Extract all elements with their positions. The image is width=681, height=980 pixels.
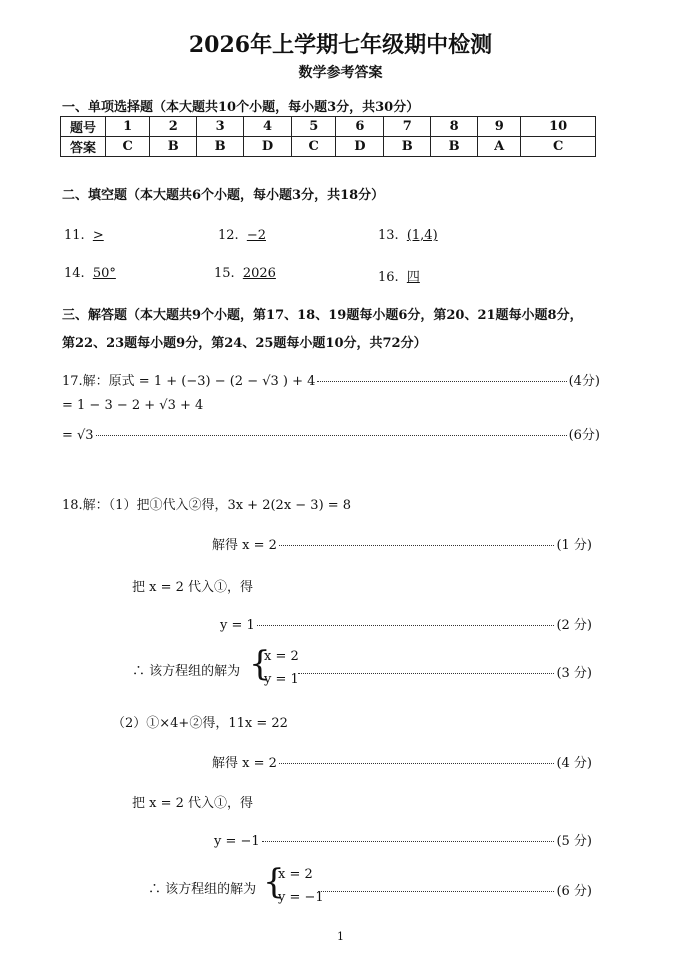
table-cell: D bbox=[336, 137, 384, 157]
leader-dots bbox=[317, 381, 566, 382]
page-subtitle: 数学参考答案 bbox=[298, 65, 383, 81]
table-cell: 5 bbox=[292, 117, 336, 137]
section3-heading-line2: 第22、23题每小题9分，第24、25题每小题10分，共72分） bbox=[62, 336, 427, 351]
q18-part1-intro: 18.解：（1）把①代入②得，3x + 2(2x − 3) = 8 bbox=[62, 498, 352, 513]
table-cell: C bbox=[292, 137, 336, 157]
table-cell: 2 bbox=[150, 117, 197, 137]
section3-heading-line1: 三、解答题（本大题共9个小题，第17、18、19题每小题6分，第20、21题每小题8分， bbox=[62, 308, 583, 323]
q18-part2-sub: 把 x = 2 代入①，得 bbox=[132, 796, 254, 811]
table-cell: 题号 bbox=[61, 117, 106, 137]
system-eq-x: x = 2 bbox=[278, 867, 313, 882]
section2-heading: 二、填空题（本大题共6个小题，每小题3分，共18分） bbox=[62, 188, 385, 203]
fill-item-13 bbox=[378, 228, 442, 243]
q18-part1-conclusion: ∴ 该方程组的解为 bbox=[132, 664, 241, 679]
fill-number: 11. bbox=[64, 228, 85, 243]
fill-item-16 bbox=[378, 266, 424, 285]
table-cell: 10 bbox=[521, 117, 596, 137]
table-cell: D bbox=[244, 137, 292, 157]
section1-heading: 一、单项选择题（本大题共10个小题，每小题3分，共30分） bbox=[62, 100, 420, 115]
score-label: (6 分) bbox=[556, 884, 592, 899]
table-cell: C bbox=[521, 137, 596, 157]
table-cell: C bbox=[106, 137, 150, 157]
leader-dots bbox=[279, 763, 555, 764]
table-cell: 7 bbox=[384, 117, 431, 137]
score-label: (2 分) bbox=[556, 618, 592, 633]
q18-part2-conclusion: ∴ 该方程组的解为 bbox=[148, 882, 257, 897]
step-text: y = −1 bbox=[214, 834, 260, 849]
table-cell: 9 bbox=[478, 117, 521, 137]
leader-dots bbox=[318, 891, 554, 892]
table-cell: B bbox=[197, 137, 244, 157]
score-label: (4 分) bbox=[556, 756, 592, 771]
q18-part2-y bbox=[214, 830, 592, 849]
fill-answer: (1,4) bbox=[406, 228, 438, 243]
q18-part1-solve bbox=[212, 534, 592, 553]
q17-result: = √3 bbox=[62, 428, 94, 443]
q17-expression: 17.解：原式 = 1 + (−3) − (2 − √3 ) + 4 bbox=[62, 374, 316, 389]
fill-number: 13. bbox=[378, 228, 399, 243]
step-text: 解得 x = 2 bbox=[212, 756, 277, 771]
fill-number: 15. bbox=[214, 266, 235, 281]
leader-dots bbox=[96, 435, 567, 436]
table-cell: 8 bbox=[431, 117, 478, 137]
table-cell: 答案 bbox=[61, 137, 106, 157]
fill-number: 12. bbox=[218, 228, 239, 243]
table-row bbox=[61, 137, 596, 157]
score-label: (5 分) bbox=[556, 834, 592, 849]
table-cell: B bbox=[150, 137, 197, 157]
page-number: 1 bbox=[337, 930, 344, 943]
fill-answer: −2 bbox=[246, 228, 266, 243]
q17-line3 bbox=[62, 424, 600, 443]
fill-answer: 2026 bbox=[242, 266, 276, 281]
q18-part1-sub: 把 x = 2 代入①，得 bbox=[132, 580, 254, 595]
q18-part2-intro: （2）①×4+②得，11x = 22 bbox=[112, 716, 288, 731]
fill-answer: 50° bbox=[92, 266, 116, 281]
step-text: 解得 x = 2 bbox=[212, 538, 277, 553]
system-eq-x: x = 2 bbox=[264, 649, 299, 664]
table-cell: 4 bbox=[244, 117, 292, 137]
fill-item-11 bbox=[64, 228, 108, 243]
system-eq-y: y = −1 bbox=[278, 890, 324, 905]
leader-dots bbox=[262, 841, 555, 842]
fill-number: 14. bbox=[64, 266, 85, 281]
score-label: (3 分) bbox=[556, 666, 592, 681]
fill-number: 16. bbox=[378, 270, 399, 285]
q18-part1-score3-line bbox=[296, 662, 592, 681]
table-row bbox=[61, 117, 596, 137]
table-cell: B bbox=[431, 137, 478, 157]
leader-dots bbox=[257, 625, 555, 626]
fill-answer: > bbox=[92, 228, 104, 243]
table-cell: 6 bbox=[336, 117, 384, 137]
fill-answer: 四 bbox=[406, 270, 420, 285]
step-text: y = 1 bbox=[220, 618, 255, 633]
leader-dots bbox=[279, 545, 555, 546]
score-label: (4分) bbox=[568, 374, 600, 389]
answer-table bbox=[60, 116, 596, 157]
table-cell: 3 bbox=[197, 117, 244, 137]
fill-item-12 bbox=[218, 228, 270, 243]
q17-line1 bbox=[62, 370, 600, 389]
score-label: (6分) bbox=[568, 428, 600, 443]
system-brace: { bbox=[249, 644, 271, 684]
q17-line2: = 1 − 3 − 2 + √3 + 4 bbox=[62, 398, 204, 413]
q18-part2-score3-line bbox=[316, 880, 592, 899]
system-eq-y: y = 1 bbox=[264, 672, 299, 687]
table-cell: B bbox=[384, 137, 431, 157]
table-cell: 1 bbox=[106, 117, 150, 137]
leader-dots bbox=[298, 673, 554, 674]
q18-part1-system bbox=[264, 645, 299, 691]
table-cell: A bbox=[478, 137, 521, 157]
fill-item-14 bbox=[64, 266, 120, 281]
page-title: 2026年上学期七年级期中检测 bbox=[188, 32, 493, 58]
fill-item-15 bbox=[214, 266, 280, 281]
q18-part1-y bbox=[220, 614, 592, 633]
system-brace: { bbox=[263, 862, 285, 902]
q18-part2-solve bbox=[212, 752, 592, 771]
score-label: (1 分) bbox=[556, 538, 592, 553]
